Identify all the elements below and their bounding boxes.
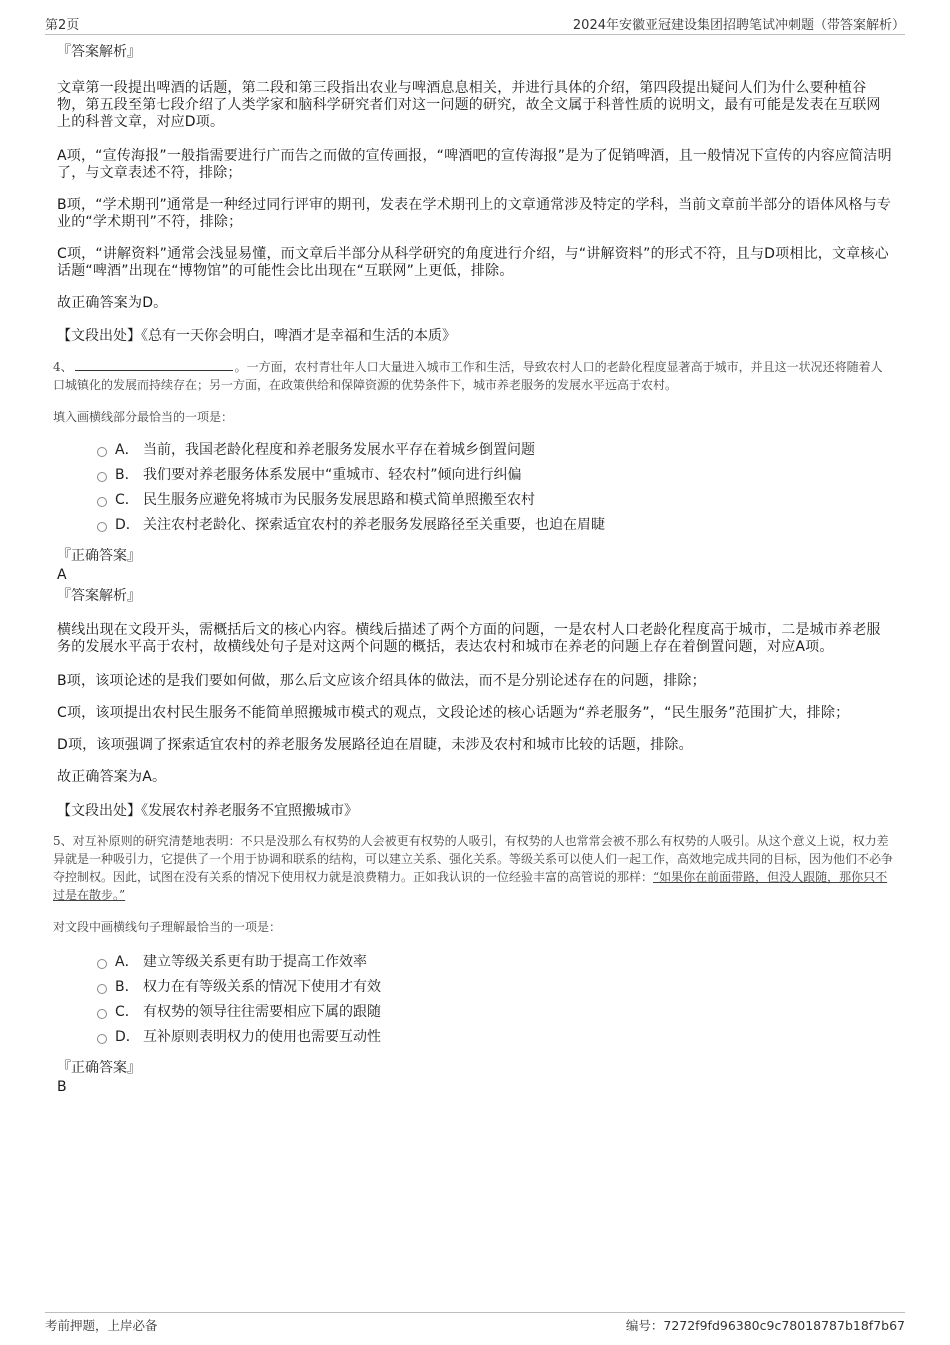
analysis-paragraph: A项，“宣传海报”一般指需要进行广而告之而做的宣传画报，“啤酒吧的宣传海报”是为了促销啤酒，且一般情况下宣传的内容应简洁明了，与文章表述不符，排除； — [57, 148, 892, 181]
passage-source: 【文段出处】《发展农村养老服务不宜照搬城市》 — [57, 803, 358, 819]
option-text: 关注农村老龄化、探索适宜农村的养老服务发展路径至关重要，也迫在眉睫 — [143, 517, 605, 533]
question-stem — [53, 357, 893, 394]
option-b[interactable] — [57, 975, 893, 1000]
fill-blank — [75, 357, 233, 371]
option-letter: D． — [115, 1029, 140, 1045]
option-letter: A． — [115, 442, 139, 458]
analysis-conclusion: 故正确答案为D。 — [57, 295, 168, 311]
option-letter: A． — [115, 954, 139, 970]
question-5 — [53, 832, 894, 1096]
analysis-paragraph: D项，该项强调了探索适宜农村的养老服务发展路径迫在眉睫，未涉及农村和城市比较的话题，排除。 — [57, 737, 693, 753]
analysis-label: 『答案解析』 — [57, 44, 141, 60]
option-letter: C． — [115, 1004, 139, 1020]
option-letter: B． — [115, 979, 139, 995]
correct-answer: A — [57, 567, 67, 583]
answer-label: 『正确答案』 — [57, 548, 141, 564]
option-b[interactable] — [57, 463, 893, 488]
question-prompt: 填入画横线部分最恰当的一项是： — [53, 410, 234, 424]
option-d[interactable] — [57, 1025, 893, 1050]
question-stem — [53, 832, 893, 904]
question-text: 对互补原则的研究清楚地表明：不只是没那么有权势的人会被更有权势的人吸引，有权势的人也常常会被不那么有权势的人吸引。从这个意义上说，权力差异就是一种吸引力，它提供了一个用于协调和联系的结构，可以建立关系、强化关系。等级关系可以使人们一起工作，高效地完成共同的目标，因为他们不必争夺控制权。因此，试图在没有关系的情况下使用权力就是浪费精力。正如我认识的一位经验丰富的高管说的那样： — [53, 834, 894, 884]
option-letter: D． — [115, 517, 140, 533]
option-text: 建立等级关系更有助于提高工作效率 — [143, 954, 367, 970]
underlined-sentence: “如果你在前面带路，但没人跟随，那你只不过是在散步。” — [53, 870, 888, 902]
passage-source: 【文段出处】《总有一天你会明白，啤酒才是幸福和生活的本质》 — [57, 328, 456, 344]
radio-icon[interactable] — [97, 959, 107, 969]
document-title: 2024年安徽亚冠建设集团招聘笔试冲刺题（带答案解析） — [572, 18, 905, 33]
page-content — [53, 42, 894, 1096]
question-number: 4、 — [53, 360, 73, 374]
option-c[interactable] — [57, 488, 893, 513]
footer-slogan: 考前押题，上岸必备 — [45, 1318, 158, 1333]
question-number: 5、 — [53, 834, 73, 848]
option-text: 当前，我国老龄化程度和养老服务发展水平存在着城乡倒置问题 — [143, 442, 535, 458]
option-a[interactable] — [57, 950, 893, 975]
option-text: 有权势的领导往往需要相应下属的跟随 — [143, 1004, 381, 1020]
option-list — [57, 950, 893, 1050]
option-text: 我们要对养老服务体系发展中“重城市、轻农村”倾向进行纠偏 — [143, 467, 522, 483]
analysis-label: 『答案解析』 — [57, 588, 141, 604]
radio-icon[interactable] — [97, 447, 107, 457]
option-letter: B． — [115, 467, 139, 483]
analysis-paragraph: B项，“学术期刊”通常是一种经过同行评审的期刊，发表在学术期刊上的文章通常涉及特定的学科，当前文章前半部分的语体风格与专业的“学术期刊”不符，排除； — [57, 197, 892, 230]
option-letter: C． — [115, 492, 139, 508]
analysis-paragraph: 文章第一段提出啤酒的话题，第二段和第三段指出农业与啤酒息息相关，并进行具体的介绍，第四段提出疑问人们为什么要种植谷物，第五段至第七段介绍了人类学家和脑科学研究者们对这一问题的研究，故全文属于科普性质的说明文，最有可能是发表在互联网上的科普文章，对应D项。 — [57, 80, 881, 130]
page-header — [45, 12, 905, 35]
prev-question-analysis — [57, 42, 893, 345]
analysis-conclusion: 故正确答案为A。 — [57, 769, 167, 785]
radio-icon[interactable] — [97, 1009, 107, 1019]
radio-icon[interactable] — [97, 1034, 107, 1044]
option-d[interactable] — [57, 513, 893, 538]
radio-icon[interactable] — [97, 984, 107, 994]
radio-icon[interactable] — [97, 522, 107, 532]
option-list — [57, 438, 893, 538]
question-prompt: 对文段中画横线句子理解最恰当的一项是： — [53, 920, 282, 934]
analysis-paragraph: C项，“讲解资料”通常会浅显易懂，而文章后半部分从科学研究的角度进行介绍，与“讲解资料”的形式不符，且与D项相比，文章核心话题“啤酒”出现在“博物馆”的可能性会比出现在“互联网”上更低，排除。 — [57, 246, 889, 279]
analysis-paragraph: C项，该项提出农村民生服务不能简单照搬城市模式的观点，文段论述的核心话题为“养老服务”，“民生服务”范围扩大，排除； — [57, 705, 850, 721]
page-number: 第2页 — [45, 18, 80, 33]
radio-icon[interactable] — [97, 497, 107, 507]
analysis-paragraph: B项，该项论述的是我们要如何做，那么后文应该介绍具体的做法，而不是分别论述存在的问题，排除； — [57, 673, 706, 689]
option-text: 权力在有等级关系的情况下使用才有效 — [143, 979, 381, 995]
question-text: 。一方面，农村青壮年人口大量进入城市工作和生活，导致农村人口的老龄化程度显著高于城市，并且这一状况还将随着人口城镇化的发展而持续存在；另一方面，在政策供给和保障资源的优势条件下，城市养老服务的发展水平远高于农村。 — [53, 360, 883, 392]
option-a[interactable] — [57, 438, 893, 463]
radio-icon[interactable] — [97, 472, 107, 482]
document-id: 编号：7272f9fd96380c9c78018787b18f7b67 — [625, 1318, 905, 1333]
option-text: 互补原则表明权力的使用也需要互动性 — [143, 1029, 381, 1045]
analysis-paragraph: 横线出现在文段开头，需概括后文的核心内容。横线后描述了两个方面的问题，一是农村人口老龄化程度高于城市，二是城市养老服务的发展水平高于农村，故横线处句子是对这两个问题的概括，表达农村和城市在养老的问题上存在着倒置问题，对应A项。 — [57, 622, 881, 655]
correct-answer: B — [57, 1079, 67, 1095]
question-4 — [53, 357, 893, 820]
page-footer — [45, 1312, 905, 1337]
option-c[interactable] — [57, 1000, 893, 1025]
option-text: 民生服务应避免将城市为民服务发展思路和模式简单照搬至农村 — [143, 492, 535, 508]
answer-label: 『正确答案』 — [57, 1060, 141, 1076]
